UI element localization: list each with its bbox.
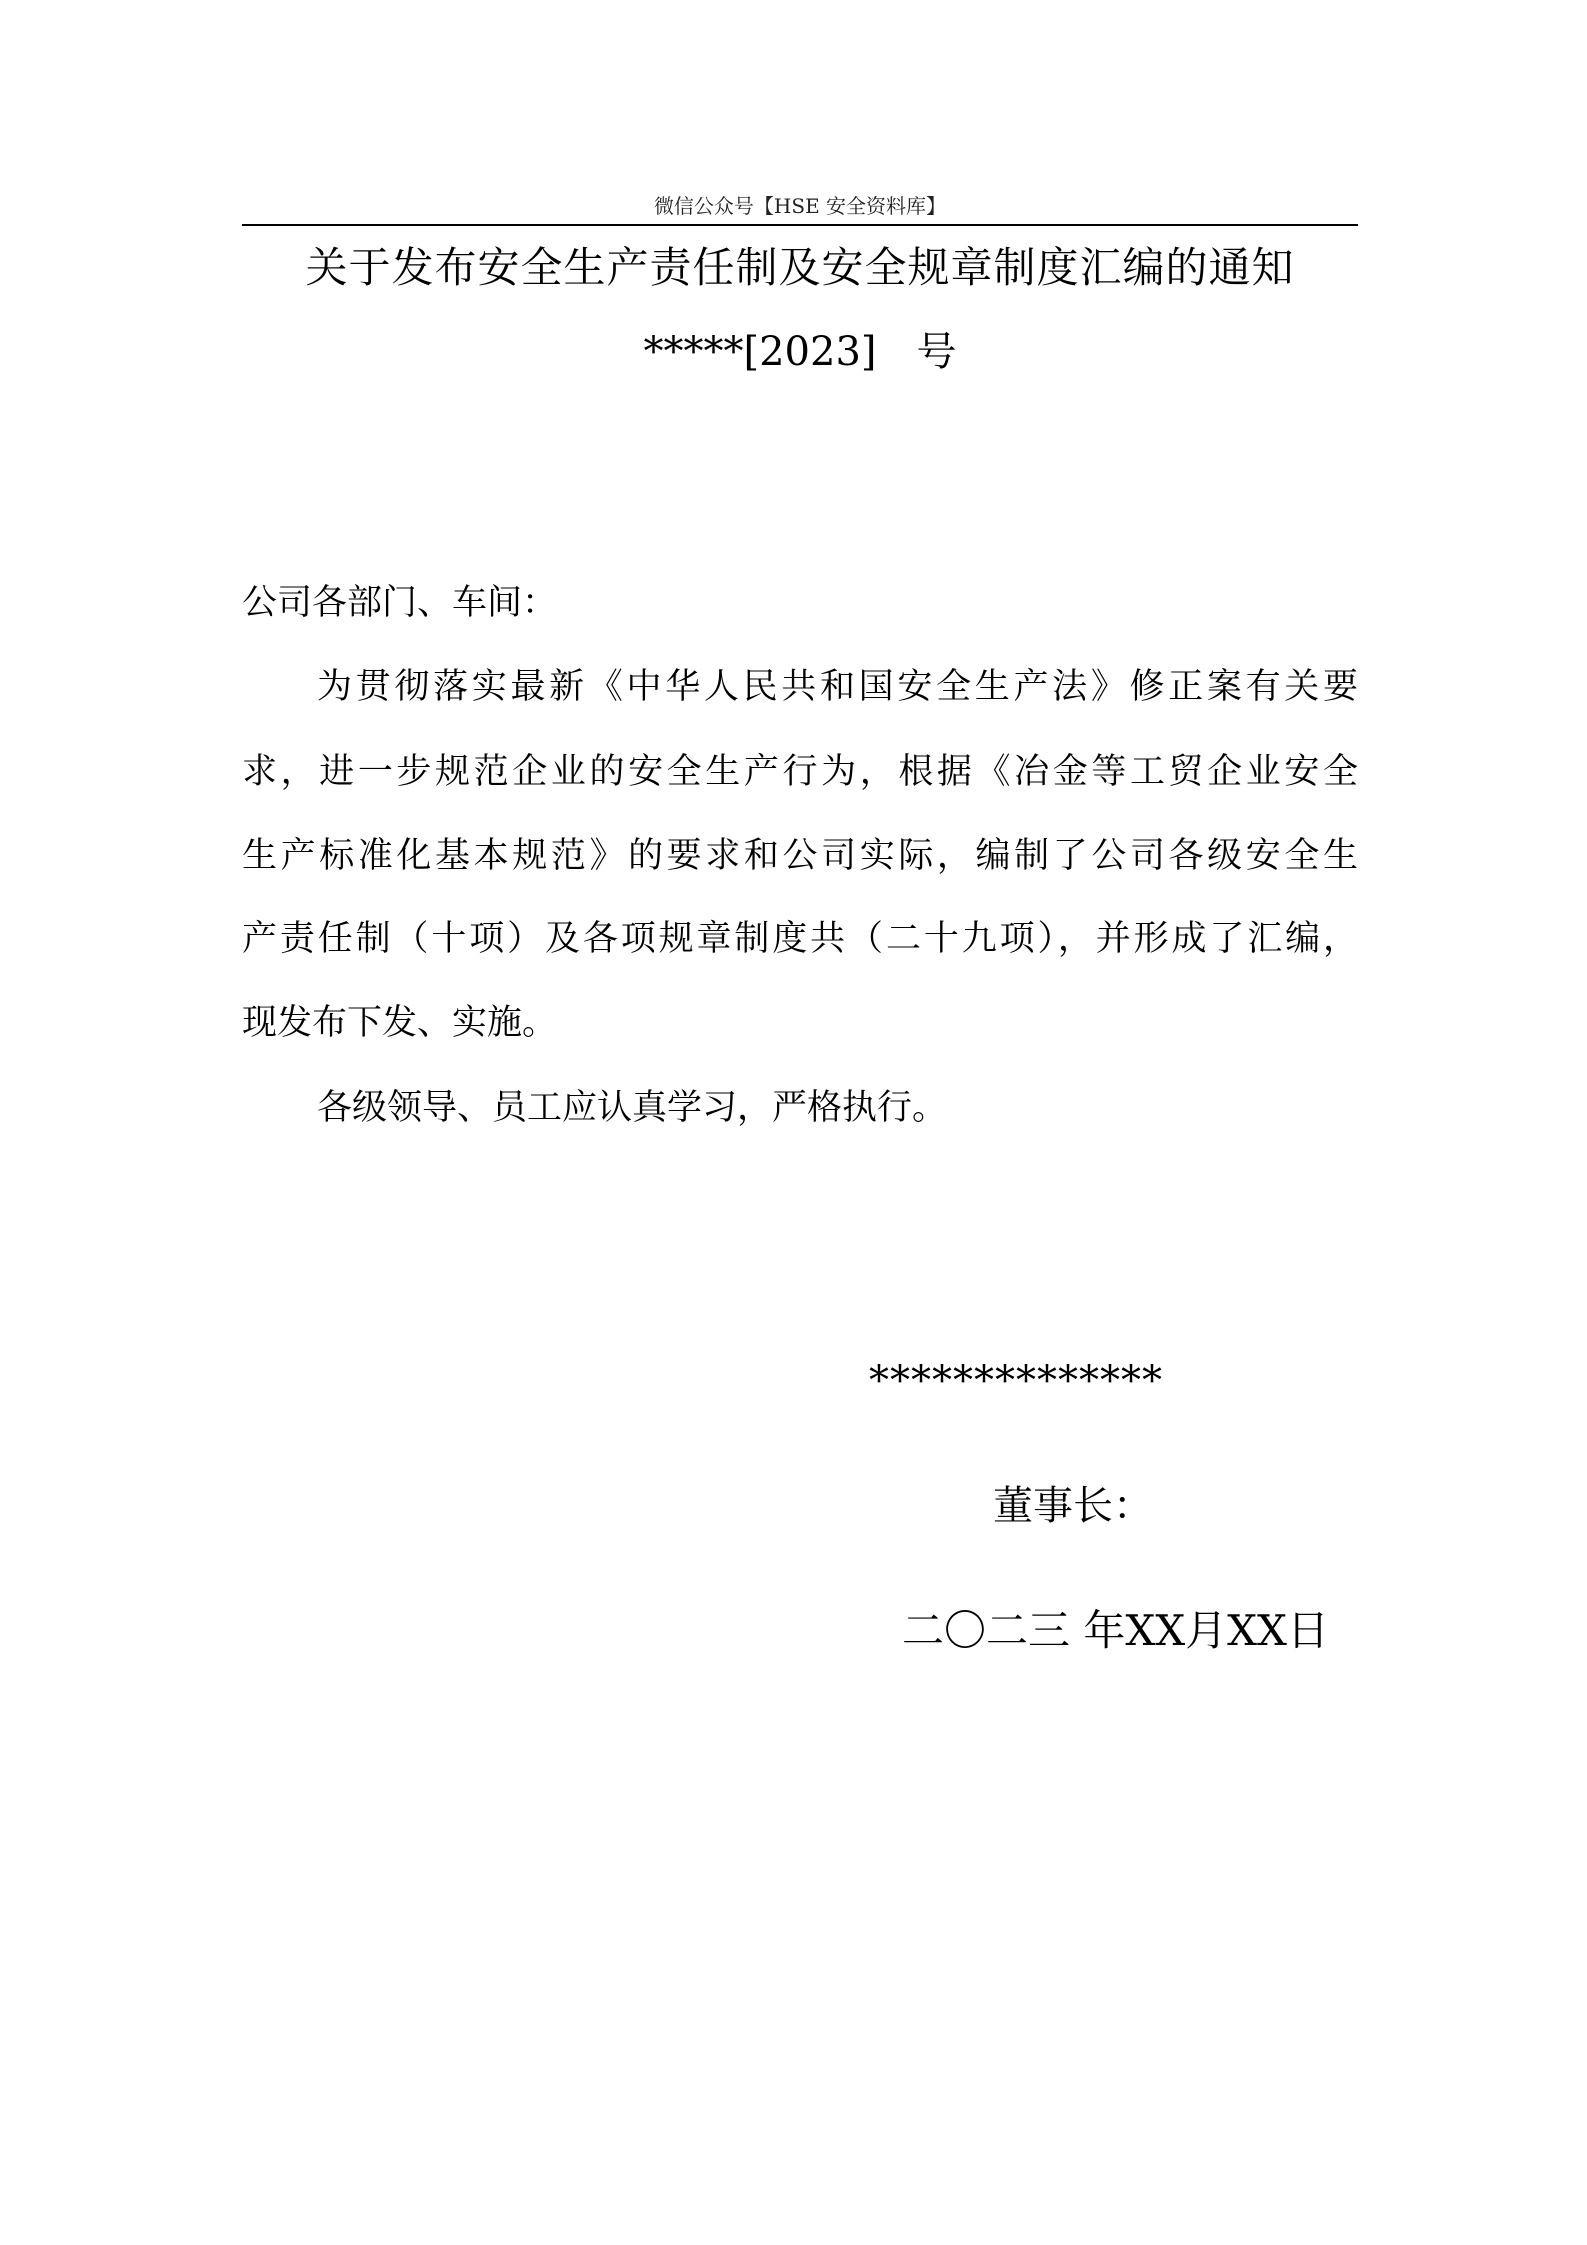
closing-paragraph: 各级领导、员工应认真学习，严格执行。 [317, 1088, 948, 1128]
body-line: 为贯彻落实最新《中华人民共和国安全生产法》修正案有关要 [317, 667, 1358, 707]
body-line: 生产标准化基本规范》的要求和公司实际，编制了公司各级安全生 [242, 836, 1358, 876]
header-source: 微信公众号【HSE 安全资料库】 [653, 194, 947, 218]
company-name: ************** [869, 1358, 1163, 1404]
document-number: *****[2023] 号 [643, 329, 957, 375]
salutation: 公司各部门、车间： [242, 583, 558, 623]
chairman-signature-label: 董事长： [993, 1483, 1153, 1529]
document-title: 关于发布安全生产责任制及安全规章制度汇编的通知 [305, 243, 1295, 292]
issue-date: 二〇二三 年XX月XX日 [902, 1606, 1329, 1655]
body-line: 求，进一步规范企业的安全生产行为，根据《冶金等工贸企业安全 [242, 752, 1358, 792]
body-line: 现发布下发、实施。 [242, 1003, 558, 1043]
header-rule [242, 224, 1358, 226]
body-line: 产责任制（十项）及各项规章制度共（二十九项），并形成了汇编， [242, 919, 1358, 959]
